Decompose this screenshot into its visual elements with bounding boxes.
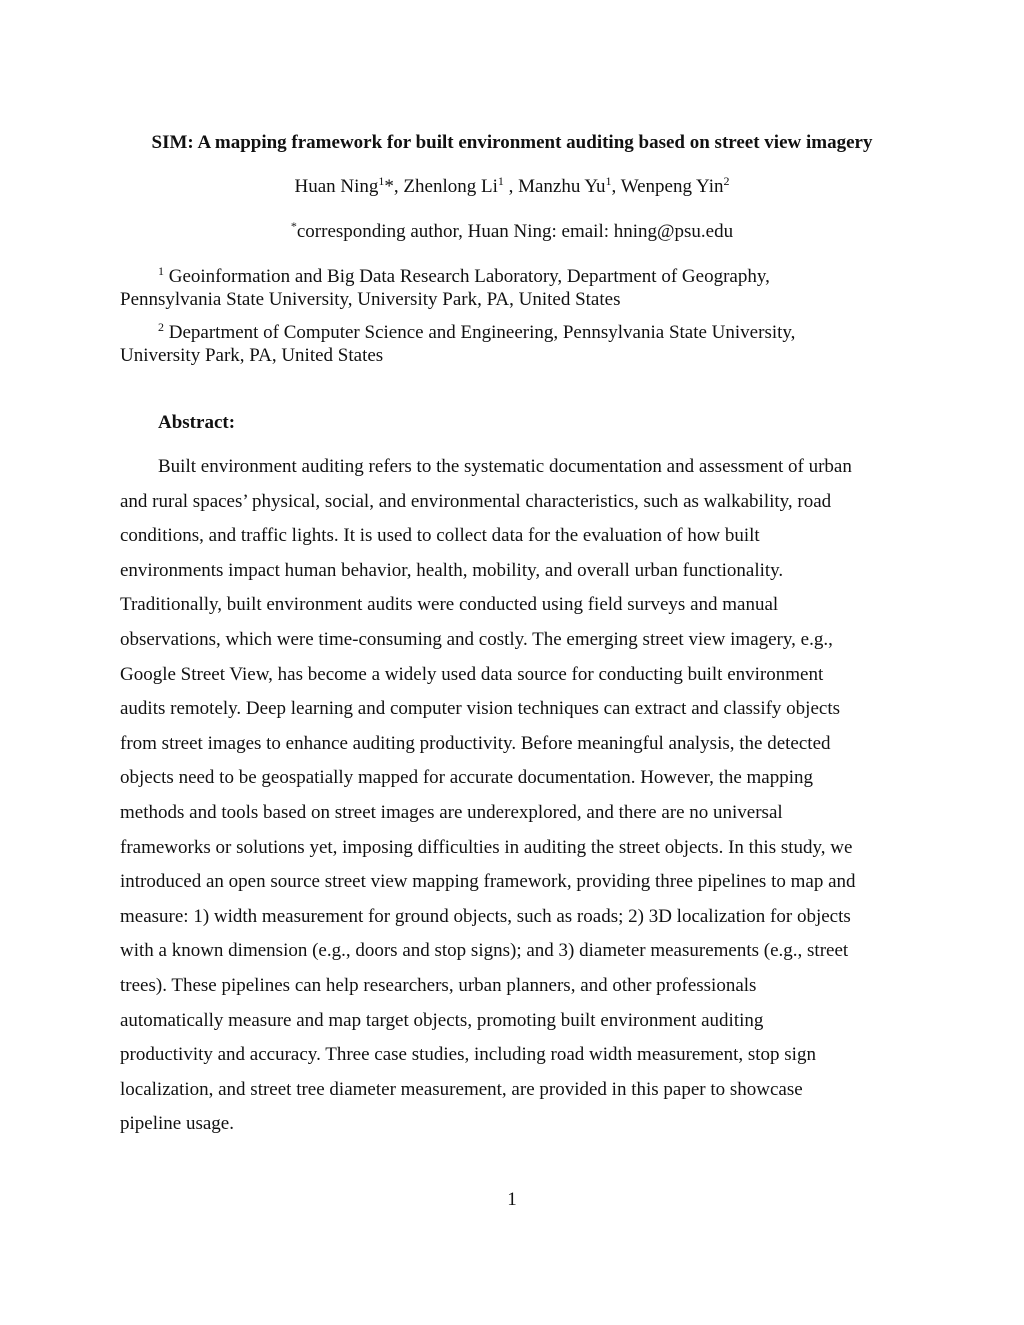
author-affiliation-mark: 2 xyxy=(723,174,730,188)
author-name: Manzhu Yu xyxy=(518,176,606,197)
abstract-line: Built environment auditing refers to the systematic documentation and assessment of urban xyxy=(158,456,852,477)
abstract-body xyxy=(120,452,920,1144)
corresponding-mark: * xyxy=(290,219,297,233)
abstract-line: from street images to enhance auditing productivity. Before meaningful analysis, the detected xyxy=(120,732,831,754)
author-separator: *, xyxy=(384,176,404,197)
author-name: Wenpeng Yin xyxy=(620,176,724,197)
abstract-line: trees). These pipelines can help researchers, urban planners, and other professionals xyxy=(120,974,757,996)
affiliation-line-1: Department of Computer Science and Engineering, Pennsylvania State University, xyxy=(164,322,796,343)
author-separator: , xyxy=(611,176,621,197)
author-list xyxy=(0,174,1024,200)
abstract-line: frameworks or solutions yet, imposing difficulties in auditing the street objects. In this study, we xyxy=(120,836,853,858)
author-affiliation-mark: 1 xyxy=(378,174,385,188)
abstract-line: automatically measure and map target objects, promoting built environment auditing xyxy=(120,1009,764,1031)
abstract-line: environments impact human behavior, health, mobility, and overall urban functionality. xyxy=(120,559,784,581)
abstract-line: Google Street View, has become a widely used data source for conducting built environment xyxy=(120,663,824,685)
abstract-line: with a known dimension (e.g., doors and stop signs); and 3) diameter measurements (e.g., street xyxy=(120,940,849,962)
abstract-line: introduced an open source street view mapping framework, providing three pipelines to map and xyxy=(120,871,856,893)
abstract-line: Traditionally, built environment audits were conducted using field surveys and manual xyxy=(120,594,779,616)
paper-title: SIM: A mapping framework for built environment auditing based on street view imagery xyxy=(151,132,873,153)
author-affiliation-mark: 1 xyxy=(497,174,504,188)
author-separator: , xyxy=(503,176,519,197)
abstract-line: measure: 1) width measurement for ground objects, such as roads; 2) 3D localization for objects xyxy=(120,905,851,927)
affiliation-mark: 1 xyxy=(158,264,164,278)
abstract-line: localization, and street tree diameter measurement, are provided in this paper to showcase xyxy=(120,1078,803,1100)
affiliation-line-1: Geoinformation and Big Data Research Laboratory, Department of Geography, xyxy=(164,266,770,287)
abstract-line: objects need to be geospatially mapped for accurate documentation. However, the mapping xyxy=(120,767,814,789)
abstract-line: observations, which were time-consuming and costly. The emerging street view imagery, e.g., xyxy=(120,628,833,650)
abstract-line: pipeline usage. xyxy=(120,1113,234,1135)
page-number: 1 xyxy=(507,1189,517,1210)
abstract-line: conditions, and traffic lights. It is used to collect data for the evaluation of how built xyxy=(120,525,760,547)
affiliation-1 xyxy=(120,265,910,311)
abstract-heading: Abstract: xyxy=(158,412,236,433)
corresponding-author-note xyxy=(0,219,1024,245)
affiliation-line-2: University Park, PA, United States xyxy=(120,345,384,366)
affiliation-line-2: Pennsylvania State University, University Park, PA, United States xyxy=(120,289,621,310)
affiliation-2 xyxy=(120,321,910,367)
abstract-line: and rural spaces’ physical, social, and environmental characteristics, such as walkability, road xyxy=(120,490,832,512)
author-name: Zhenlong Li xyxy=(403,176,498,197)
abstract-line: audits remotely. Deep learning and computer vision techniques can extract and classify objects xyxy=(120,698,840,720)
affiliation-mark: 2 xyxy=(158,320,164,334)
author-name: Huan Ning xyxy=(294,176,379,197)
abstract-line: productivity and accuracy. Three case studies, including road width measurement, stop sign xyxy=(120,1044,816,1066)
author-affiliation-mark: 1 xyxy=(605,174,612,188)
corresponding-text: corresponding author, Huan Ning: email: hning@psu.edu xyxy=(296,221,734,242)
abstract-line: methods and tools based on street images are underexplored, and there are no universal xyxy=(120,801,783,823)
